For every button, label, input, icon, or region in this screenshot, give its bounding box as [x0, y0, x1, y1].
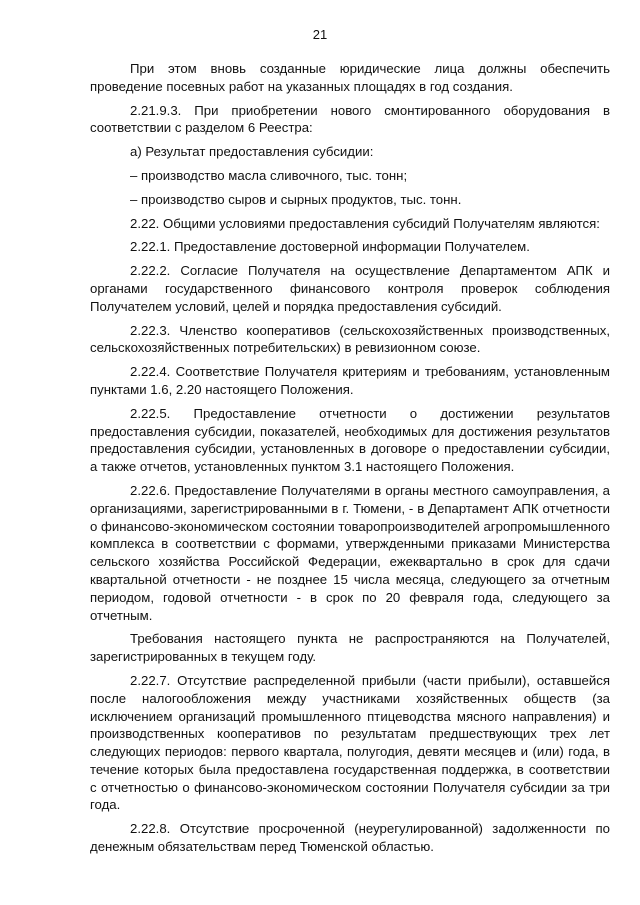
paragraph-2-22-3: 2.22.3. Членство кооперативов (сельскохозяйственных производственных, сельскохозяйственных потребительских) в ревизионном союзе.	[90, 322, 610, 356]
paragraph-2-22: 2.22. Общими условиями предоставления субсидий Получателям являются:	[130, 215, 600, 231]
paragraph-2-22-7: 2.22.7. Отсутствие распределенной прибыли (части прибыли), оставшейся после налогообложения между участниками хозяйственных обществ (за исключением организаций промышленного птицеводства мясного направления) и производственных кооперативов по результатам предшествующих трех лет следующих периодов: первого квартала, полугодия, девяти месяцев и (или) года, в течение которых была предоставлена государственная поддержка, в соответствии с отчетностью о финансово-экономическом состоянии Получателя субсидии за три года.	[90, 672, 610, 813]
paragraph-2-22-2: 2.22.2. Согласие Получателя на осуществление Департаментом АПК и органами государственного финансового контроля проверок соблюдения Получателем условий, целей и порядка предоставления субсидий.	[90, 263, 610, 314]
paragraph-cheese: – производство сыров и сырных продуктов, тыс. тонн.	[130, 191, 462, 207]
document-body	[90, 60, 610, 862]
paragraph-butter: – производство масла сливочного, тыс. тонн;	[130, 167, 408, 183]
paragraph-2-22-6: 2.22.6. Предоставление Получателями в органы местного самоуправления, а организациями, зарегистрированными в г. Тюмени, - в Департамент АПК отчетности о финансово-экономическом состоянии товаропроизводителей агропромышленного комплекса в соответствии с формами, утвержденными приказами Министерства сельского хозяйства Российской Федерации, ежеквартально в срок для сдачи квартальной отчетности - не позднее 15 числа месяца, следующего за отчетным периодом, годовой отчетности - в срок по 20 февраля года, следующего за отчетным.	[90, 482, 610, 623]
paragraph-2-22-5: 2.22.5. Предоставление отчетности о достижении результатов предоставления субсидии, показателей, необходимых для достижения результатов предоставления субсидии, установленных в договоре о предоставлении субсидии, а также отчетов, установленных пунктом 3.1 настоящего Положения.	[90, 405, 610, 475]
paragraph-requirements-note: Требования настоящего пункта не распространяются на Получателей, зарегистрированных в текущем году.	[90, 631, 610, 665]
paragraph-result-heading: а) Результат предоставления субсидии:	[130, 144, 374, 160]
paragraph-2-22-8: 2.22.8. Отсутствие просроченной (неурегулированной) задолженности по денежным обязательствам перед Тюменской областью.	[90, 821, 610, 855]
paragraph-2-21-9-3: 2.21.9.3. При приобретении нового смонтированного оборудования в соответствии с разделом 6 Реестра:	[90, 102, 610, 136]
paragraph-2-22-1: 2.22.1. Предоставление достоверной информации Получателем.	[130, 239, 530, 255]
paragraph-2-22-4: 2.22.4. Соответствие Получателя критериям и требованиям, установленным пунктами 1.6, 2.20 настоящего Положения.	[90, 364, 610, 397]
page-number: 21	[312, 27, 328, 42]
paragraph-new-entities: При этом вновь созданные юридические лица должны обеспечить проведение посевных работ на указанных площадях в год создания.	[90, 61, 610, 94]
